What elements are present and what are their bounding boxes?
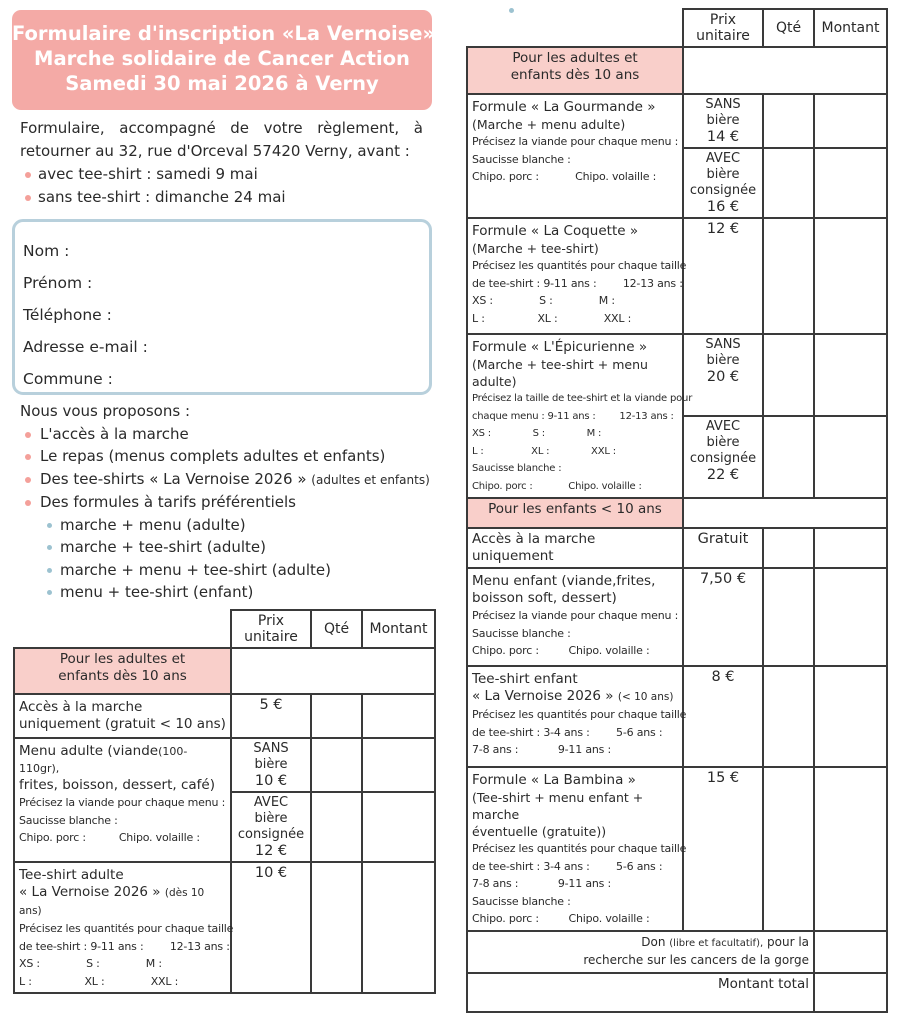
amount-cell[interactable] [362, 694, 435, 738]
amount-cell[interactable] [814, 767, 887, 931]
qty-cell[interactable] [763, 148, 814, 218]
epicurienne-price-beer: AVEC bière consignée 22 € [683, 416, 763, 498]
event-subtitle: Marche solidaire de Cancer Action [34, 47, 410, 70]
donation-amount[interactable] [814, 931, 887, 973]
adult-menu-price-beer: AVEC bière consignée 12 € [231, 792, 311, 862]
total-label: Montant total [467, 973, 814, 1012]
amount-cell[interactable] [814, 568, 887, 666]
child-tshirt-price: 8 € [683, 666, 763, 767]
section-children: Pour les enfants < 10 ans [467, 498, 683, 528]
qty-cell[interactable] [763, 416, 814, 498]
section-adults: Pour les adultes et enfants dès 10 ans [467, 47, 683, 94]
email-field[interactable]: Adresse e-mail : [23, 338, 148, 356]
bambina-price: 15 € [683, 767, 763, 931]
nom-field[interactable]: Nom : [23, 242, 70, 260]
access-row: Accès à la marche uniquement (gratuit < 10 ans) [14, 694, 231, 738]
deadline-without-tshirt: sans tee-shirt : dimanche 24 mai [20, 186, 423, 209]
amount-cell[interactable] [814, 218, 887, 334]
adult-tshirt-row: Tee-shirt adulte « La Vernoise 2026 » (dès 10 ans) Précisez les quantités pour chaque taille de tee-shirt : 9-11 ans : 12-13 ans : XS : S : M : L : XL : XXL : [14, 862, 231, 993]
offer-item: L'accès à la marche [20, 423, 440, 446]
amount-cell[interactable] [814, 148, 887, 218]
offer-subitem: menu + tee-shirt (enfant) [20, 581, 440, 604]
formula-coquette-row: Formule « La Coquette » (Marche + tee-shirt) Précisez les quantités pour chaque taille de tee-shirt : 9-11 ans : 12-13 ans : XS : S : M : L : XL : XXL : [467, 218, 683, 334]
left-order-table [13, 609, 436, 994]
amount-cell[interactable] [814, 528, 887, 568]
offers-list [20, 400, 440, 604]
section-adults: Pour les adultes et enfants dès 10 ans [14, 648, 231, 694]
amount-cell[interactable] [362, 862, 435, 993]
instructions-text: Formulaire, accompagné de votre règlement, à retourner au 32, rue d'Orceval 57420 Verny, avant : [20, 119, 423, 160]
offer-subitem: marche + tee-shirt (adulte) [20, 536, 440, 559]
prenom-field[interactable]: Prénom : [23, 274, 93, 292]
form-title: Formulaire d'inscription «La Vernoise» [12, 22, 436, 45]
instructions [20, 117, 423, 209]
amount-cell[interactable] [362, 738, 435, 792]
telephone-field[interactable]: Téléphone : [23, 306, 112, 324]
child-menu-price: 7,50 € [683, 568, 763, 666]
commune-field[interactable]: Commune : [23, 370, 113, 388]
gourmande-price-beer: AVEC bière consignée 16 € [683, 148, 763, 218]
right-order-table [466, 8, 888, 1013]
child-menu-row: Menu enfant (viande,frites, boisson soft, dessert) Précisez la viande pour chaque menu : Saucisse blanche : Chipo. porc : Chipo. volaille : [467, 568, 683, 666]
total-amount[interactable] [814, 973, 887, 1012]
col-unit-price: Prix unitaire [683, 9, 763, 47]
form-title-banner [12, 10, 436, 110]
offer-item: Le repas (menus complets adultes et enfants) [20, 445, 440, 468]
qty-cell[interactable] [763, 767, 814, 931]
amount-cell[interactable] [814, 94, 887, 148]
amount-cell[interactable] [814, 416, 887, 498]
amount-cell[interactable] [814, 334, 887, 416]
child-access-price: Gratuit [683, 528, 763, 568]
col-unit-price: Prix unitaire [231, 610, 311, 648]
qty-cell[interactable] [763, 666, 814, 767]
offer-subitem: marche + menu (adulte) [20, 514, 440, 537]
qty-cell[interactable] [763, 218, 814, 334]
qty-cell[interactable] [763, 568, 814, 666]
amount-cell[interactable] [362, 792, 435, 862]
adult-menu-price-no-beer: SANS bière 10 € [231, 738, 311, 792]
contact-form [12, 219, 432, 395]
qty-cell[interactable] [311, 862, 362, 993]
epicurienne-price-no-beer: SANS bière 20 € [683, 334, 763, 416]
qty-cell[interactable] [763, 94, 814, 148]
offer-item: Des formules à tarifs préférentiels [20, 491, 440, 514]
qty-cell[interactable] [311, 738, 362, 792]
offers-title: Nous vous proposons : [20, 402, 191, 420]
col-qty: Qté [763, 9, 814, 47]
qty-cell[interactable] [311, 792, 362, 862]
formula-gourmande-row: Formule « La Gourmande » (Marche + menu adulte) Précisez la viande pour chaque menu : Saucisse blanche : Chipo. porc : Chipo. volaille : [467, 94, 683, 218]
coquette-price: 12 € [683, 218, 763, 334]
col-qty: Qté [311, 610, 362, 648]
qty-cell[interactable] [311, 694, 362, 738]
formula-bambina-row: Formule « La Bambina » (Tee-shirt + menu enfant + marche éventuelle (gratuite)) Précisez les quantités pour chaque taille de tee-shirt : 3-4 ans : 5-6 ans : 7-8 ans : 9-11 ans : Saucisse blanche : Chipo. porc : Chipo. volaille : [467, 767, 683, 931]
formula-epicurienne-row: Formule « L'Épicurienne » (Marche + tee-shirt + menu adulte) Précisez la taille de tee-shirt et la viande pour chaque menu : 9-11 ans : 12-13 ans : XS : S : M : L : XL : XXL : Saucisse blanche : Chipo. porc : Chipo. volaille : [467, 334, 683, 498]
gourmande-price-no-beer: SANS bière 14 € [683, 94, 763, 148]
event-date: Samedi 30 mai 2026 à Verny [65, 72, 379, 95]
access-price: 5 € [231, 694, 311, 738]
deadline-with-tshirt: avec tee-shirt : samedi 9 mai [20, 163, 423, 186]
adult-menu-row: Menu adulte (viande(100-110gr), frites, boisson, dessert, café) Précisez la viande pour chaque menu : Saucisse blanche : Chipo. porc : Chipo. volaille : [14, 738, 231, 862]
offer-item: Des tee-shirts « La Vernoise 2026 » (adultes et enfants) [20, 468, 440, 492]
child-access-row: Accès à la marche uniquement [467, 528, 683, 568]
offer-subitem: marche + menu + tee-shirt (adulte) [20, 559, 440, 582]
donation-label: Don (libre et facultatif), pour la recherche sur les cancers de la gorge [467, 931, 814, 973]
qty-cell[interactable] [763, 334, 814, 416]
amount-cell[interactable] [814, 666, 887, 767]
child-tshirt-row: Tee-shirt enfant « La Vernoise 2026 » (< 10 ans) Précisez les quantités pour chaque taille de tee-shirt : 3-4 ans : 5-6 ans : 7-8 ans : 9-11 ans : [467, 666, 683, 767]
qty-cell[interactable] [763, 528, 814, 568]
adult-tshirt-price: 10 € [231, 862, 311, 993]
col-amount: Montant [814, 9, 887, 47]
col-amount: Montant [362, 610, 435, 648]
